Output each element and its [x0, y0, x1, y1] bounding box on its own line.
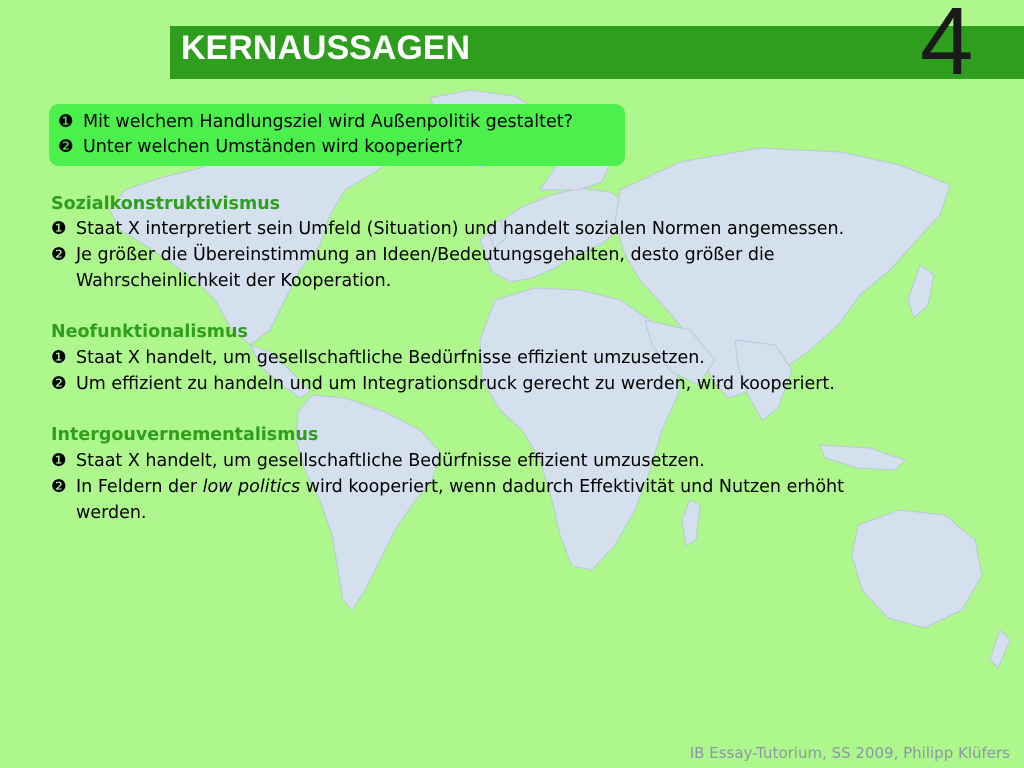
map-japan — [908, 265, 934, 318]
slide-title: KERNAUSSAGEN — [181, 29, 471, 67]
point-text: Staat X handelt, um gesellschaftliche Bedürfnisse effizient umzusetzen. — [76, 451, 705, 471]
point-text: Staat X interpretiert sein Umfeld (Situation) und handelt sozialen Normen angemessen. — [76, 219, 845, 239]
bullet-2-icon: ❷ — [51, 245, 67, 265]
map-madagascar — [682, 500, 700, 546]
bullet-2-icon: ❷ — [58, 137, 74, 157]
point-text: Je größer die Übereinstimmung an Ideen/Bedeutungsgehalten, desto größer die — [76, 245, 775, 265]
neofunktionalismus-point-2 — [51, 374, 835, 394]
question-1 — [58, 112, 573, 132]
sozialkonstruktivismus-point-2 — [51, 245, 775, 265]
map-indonesia — [820, 445, 905, 470]
intergouvernementalismus-point-1 — [51, 451, 705, 471]
slide-number: 4 — [920, 0, 974, 95]
section-heading-sozialkonstruktivismus: Sozialkonstruktivismus — [51, 194, 281, 214]
map-new-zealand — [990, 630, 1010, 668]
map-australia — [852, 510, 982, 628]
point-text-emphasis: low politics — [202, 477, 301, 497]
question-1-text: Mit welchem Handlungsziel wird Außenpolitik gestaltet? — [83, 112, 573, 132]
question-2-text: Unter welchen Umständen wird kooperiert? — [83, 137, 464, 157]
point-text-before: In Feldern der — [76, 477, 203, 497]
bullet-1-icon: ❶ — [58, 112, 74, 132]
footer-credit: IB Essay-Tutorium, SS 2009, Philipp Klüfers — [689, 744, 1010, 762]
bullet-1-icon: ❶ — [51, 451, 67, 471]
point-text: Um effizient zu handeln und um Integrationsdruck gerecht zu werden, wird kooperiert. — [76, 374, 835, 394]
sozialkonstruktivismus-point-2-continuation: Wahrscheinlichkeit der Kooperation. — [76, 271, 392, 291]
intergouvernementalismus-point-2-continuation: werden. — [76, 503, 147, 523]
neofunktionalismus-point-1 — [51, 348, 705, 368]
section-heading-intergouvernementalismus: Intergouvernementalismus — [51, 425, 319, 445]
bullet-2-icon: ❷ — [51, 477, 67, 497]
bullet-1-icon: ❶ — [51, 219, 67, 239]
sozialkonstruktivismus-point-1 — [51, 219, 844, 239]
point-text-after: wird kooperiert, wenn dadurch Effektivität und Nutzen erhöht — [300, 477, 844, 497]
point-text: Staat X handelt, um gesellschaftliche Bedürfnisse effizient umzusetzen. — [76, 348, 705, 368]
bullet-1-icon: ❶ — [51, 348, 67, 368]
question-2 — [58, 137, 463, 157]
bullet-2-icon: ❷ — [51, 374, 67, 394]
section-heading-neofunktionalismus: Neofunktionalismus — [51, 322, 248, 342]
intergouvernementalismus-point-2 — [51, 477, 844, 497]
